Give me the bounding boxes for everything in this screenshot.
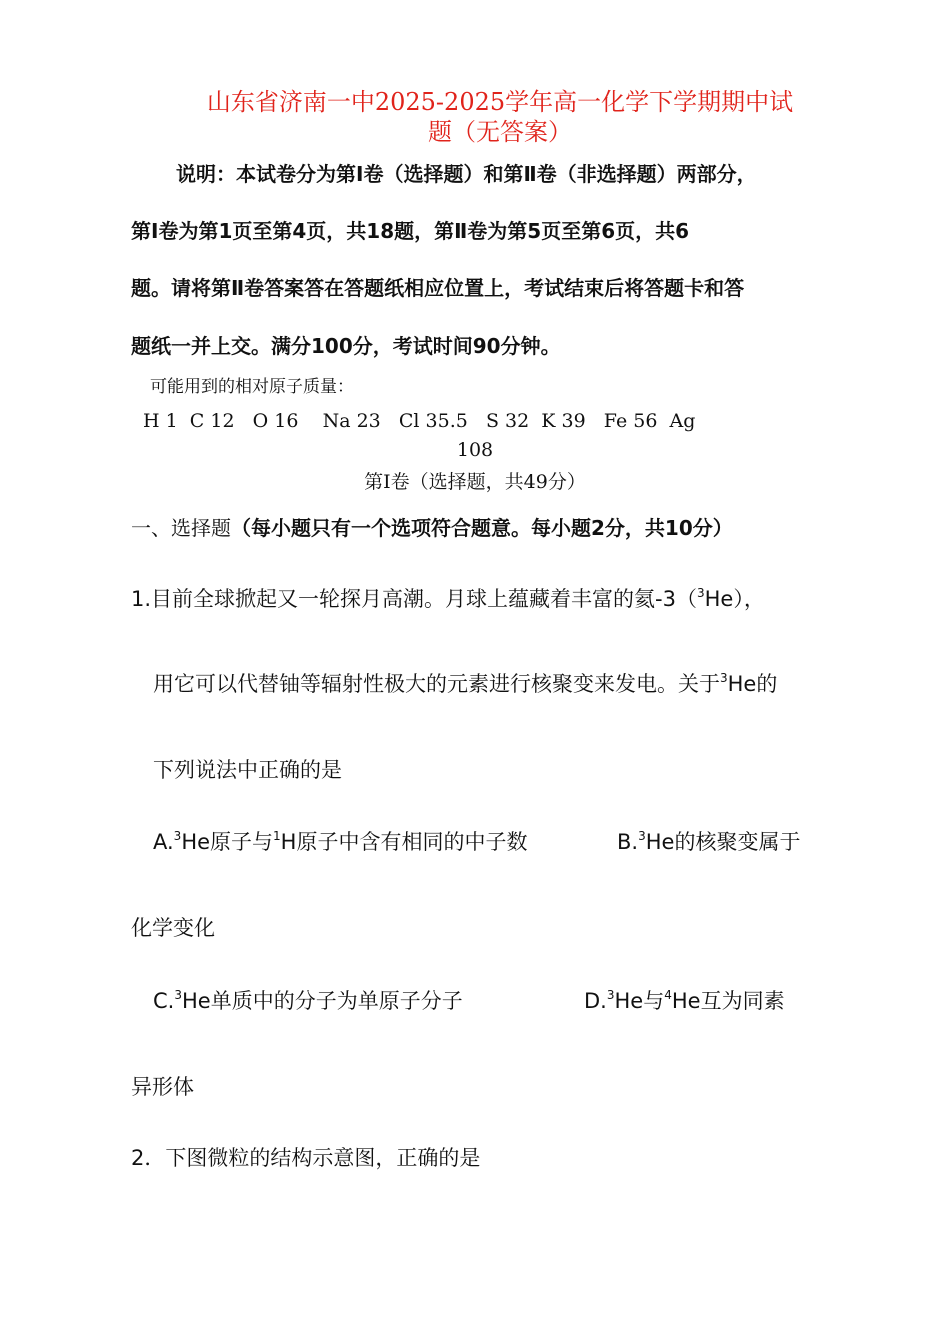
option-text: H原子中含有相同的中子数 bbox=[280, 830, 528, 854]
option-letter: D. bbox=[584, 989, 607, 1013]
q1-stem-line3: 下列说法中正确的是 bbox=[153, 758, 342, 782]
document-title-line2: 题（无答案） bbox=[428, 118, 572, 146]
q1-option-b bbox=[617, 826, 800, 856]
section1-heading bbox=[131, 512, 733, 541]
q1-option-c bbox=[153, 985, 463, 1015]
option-letter: C. bbox=[153, 989, 175, 1013]
instructions-line4: 题纸一并上交。满分100分，考试时间90分钟。 bbox=[131, 334, 561, 358]
q1-stem-text-end: He）， bbox=[704, 587, 765, 611]
option-text: He互为同素 bbox=[671, 989, 785, 1013]
mass-number-sup: 3 bbox=[173, 829, 182, 843]
mass-number-sup: 3 bbox=[696, 586, 705, 600]
option-letter: B. bbox=[617, 830, 639, 854]
q2-stem: 2．下图微粒的结构示意图，正确的是 bbox=[131, 1146, 481, 1170]
instructions-line2: 第Ⅰ卷为第1页至第4页，共18题，第Ⅱ卷为第5页至第6页，共6 bbox=[131, 219, 690, 243]
option-text: He原子与 bbox=[181, 830, 274, 854]
q1-stem-line2 bbox=[153, 668, 777, 698]
instructions-line3: 题。请将第Ⅱ卷答案答在答题纸相应位置上，考试结束后将答题卡和答 bbox=[131, 276, 745, 300]
atomic-mass-list-cont: 108 bbox=[456, 439, 494, 461]
option-letter: A. bbox=[153, 830, 174, 854]
mass-number-sup: 3 bbox=[638, 829, 646, 843]
section1-note: （每小题只有一个选项符合题意。每小题2分，共10分） bbox=[231, 516, 733, 540]
option-text: He单质中的分子为单原子分子 bbox=[181, 989, 463, 1013]
atomic-mass-label: 可能用到的相对原子质量： bbox=[150, 377, 354, 397]
q1-option-d-cont: 异形体 bbox=[131, 1075, 194, 1099]
instructions-line1: 说明：本试卷分为第Ⅰ卷（选择题）和第Ⅱ卷（非选择题）两部分， bbox=[176, 162, 757, 186]
atomic-mass-list: H 1 C 12 O 16 Na 23 Cl 35.5 S 32 K 39 Fe 56 Ag bbox=[143, 410, 696, 432]
q1-stem-text: 1.目前全球掀起又一轮探月高潮。月球上蕴藏着丰富的氦-3（ bbox=[131, 587, 697, 611]
mass-number-sup: 3 bbox=[174, 988, 182, 1002]
document-title-line1: 山东省济南一中2025-2025学年高一化学下学期期中试 bbox=[206, 88, 794, 116]
q1-stem-text-end: He的 bbox=[727, 672, 778, 696]
option-text: He与 bbox=[614, 989, 665, 1013]
option-text: He的核聚变属于 bbox=[645, 830, 801, 854]
q1-stem-line1 bbox=[131, 583, 765, 613]
q1-option-b-cont: 化学变化 bbox=[131, 916, 215, 940]
q1-option-a bbox=[153, 826, 527, 856]
q1-stem-text: 用它可以代替铀等辐射性极大的元素进行核聚变来发电。关于 bbox=[153, 672, 720, 696]
mass-number-sup: 4 bbox=[664, 988, 672, 1002]
mass-number-sup: 3 bbox=[720, 671, 728, 685]
part1-heading: 第Ⅰ卷（选择题，共49分） bbox=[364, 471, 586, 493]
mass-number-sup: 1 bbox=[273, 829, 281, 843]
q1-option-d bbox=[584, 985, 785, 1015]
section1-prefix: 一、选择题 bbox=[131, 516, 231, 540]
mass-number-sup: 3 bbox=[606, 988, 615, 1002]
